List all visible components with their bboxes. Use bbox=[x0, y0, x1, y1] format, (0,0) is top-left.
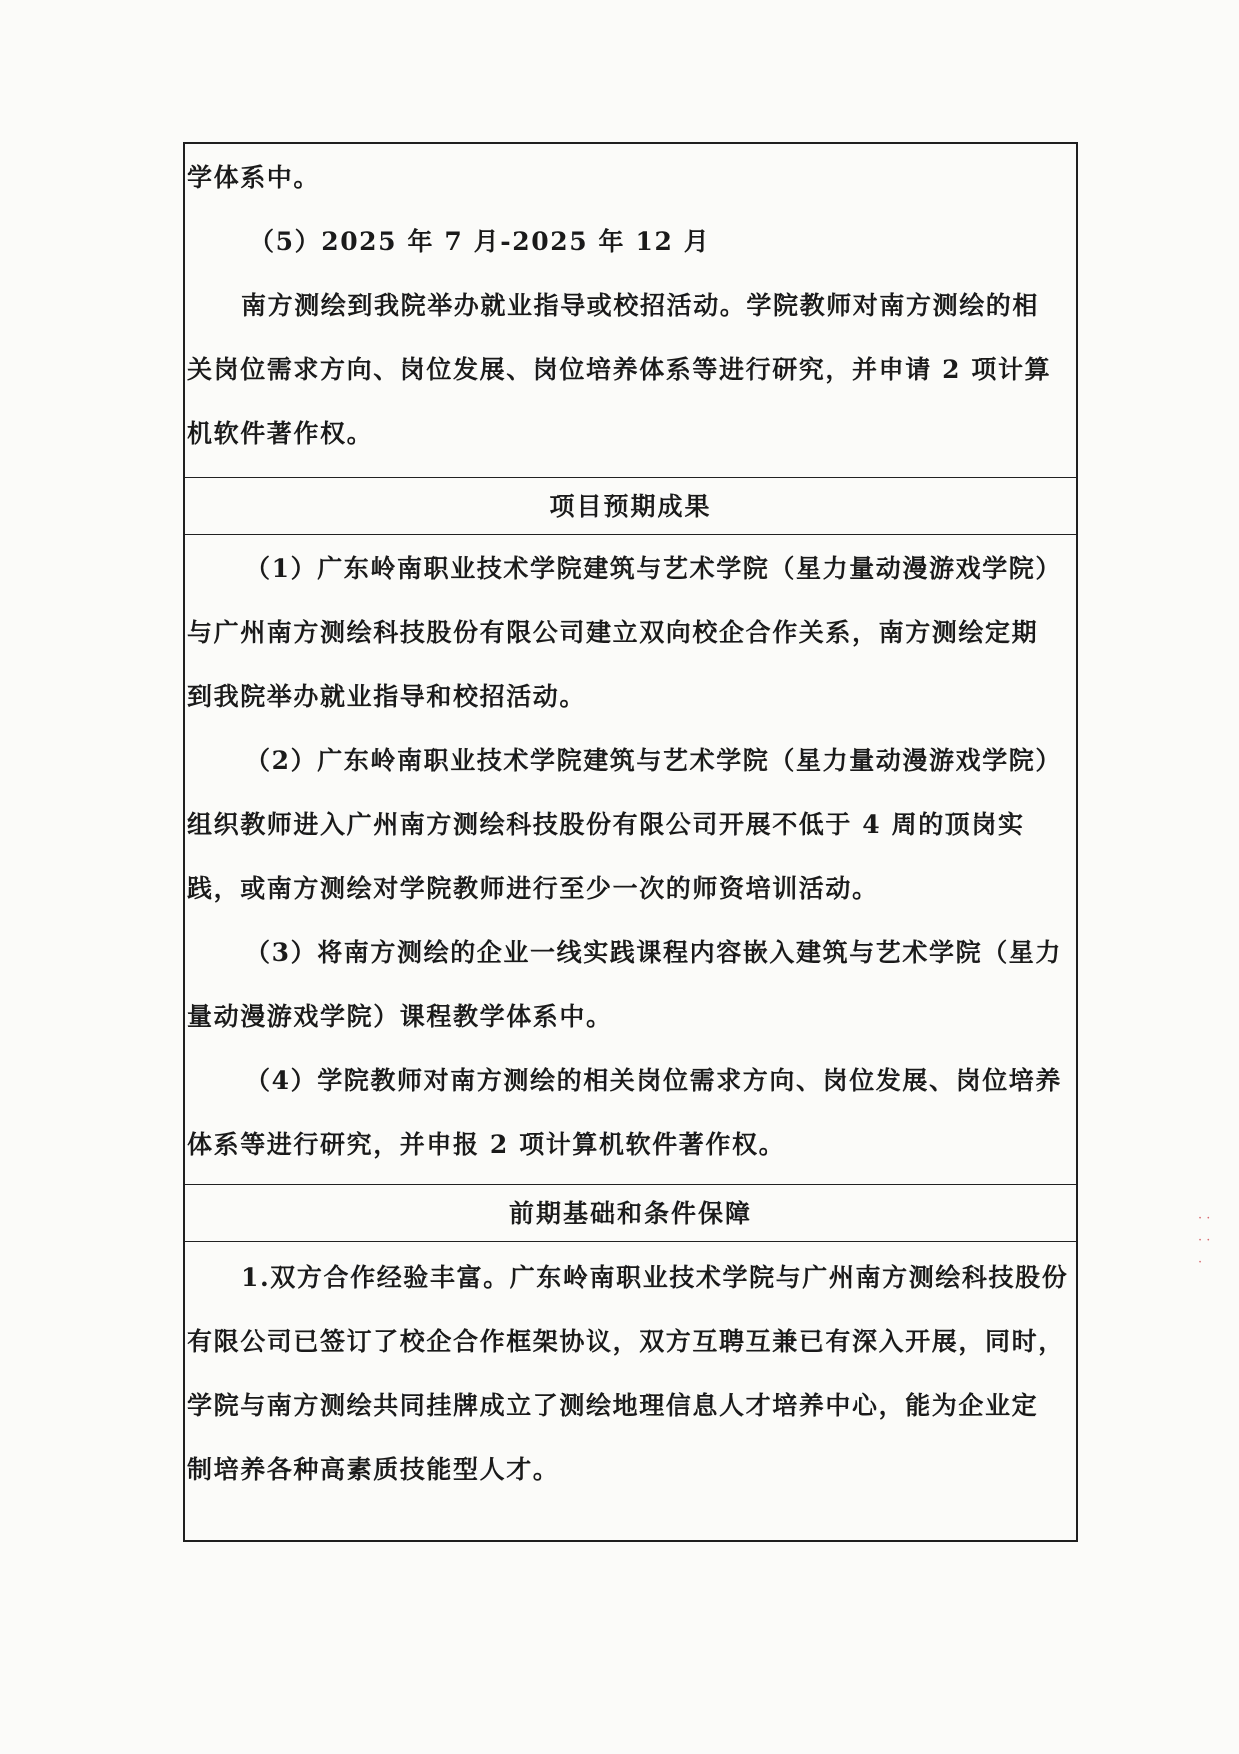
foundation-section bbox=[185, 1242, 1076, 1540]
plan-continuation-body bbox=[185, 144, 1076, 474]
text-line: （2）广东岭南职业技术学院建筑与艺术学院（星力量动漫游戏学院） bbox=[245, 746, 1062, 775]
text-line: 南方测绘到我院举办就业指导或校招活动。学院教师对南方测绘的相 bbox=[241, 291, 1040, 320]
text-line: 体系等进行研究，并申报 2 项计算机软件著作权。 bbox=[187, 1130, 786, 1159]
text-line: 1.双方合作经验丰富。广东岭南职业技术学院与广州南方测绘科技股份 bbox=[241, 1263, 1069, 1292]
text-line: 与广州南方测绘科技股份有限公司建立双向校企合作关系，南方测绘定期 bbox=[187, 618, 1039, 647]
phase-heading: （5）2025 年 7 月-2025 年 12 月 bbox=[249, 227, 711, 256]
text-line: 机软件著作权。 bbox=[187, 419, 374, 448]
plan-continuation-section bbox=[185, 144, 1076, 478]
text-line: 有限公司已签订了校企合作框架协议，双方互聘互兼已有深入开展，同时， bbox=[187, 1327, 1065, 1356]
text-line: （4）学院教师对南方测绘的相关岗位需求方向、岗位发展、岗位培养 bbox=[245, 1066, 1062, 1095]
text-line: 组织教师进入广州南方测绘科技股份有限公司开展不低于 4 周的顶岗实 bbox=[187, 810, 1025, 839]
text-line: 学体系中。 bbox=[187, 163, 321, 192]
text-line: （1）广东岭南职业技术学院建筑与艺术学院（星力量动漫游戏学院） bbox=[245, 554, 1062, 583]
text-line: （3）将南方测绘的企业一线实践课程内容嵌入建筑与艺术学院（星力 bbox=[245, 938, 1062, 967]
text-line: 践，或南方测绘对学院教师进行至少一次的师资培训活动。 bbox=[187, 874, 879, 903]
text-line: 关岗位需求方向、岗位发展、岗位培养体系等进行研究，并申请 2 项计算 bbox=[187, 355, 1052, 384]
expected-results-header: 项目预期成果 bbox=[185, 478, 1076, 535]
text-line: 到我院举办就业指导和校招活动。 bbox=[187, 682, 587, 711]
foundation-header: 前期基础和条件保障 bbox=[185, 1185, 1076, 1242]
expected-results-body bbox=[185, 535, 1076, 1185]
expected-results-section bbox=[185, 535, 1076, 1185]
text-line: 量动漫游戏学院）课程教学体系中。 bbox=[187, 1002, 613, 1031]
text-line: 制培养各种高素质技能型人才。 bbox=[187, 1455, 560, 1484]
text-line: 学院与南方测绘共同挂牌成立了测绘地理信息人才培养中心，能为企业定 bbox=[187, 1391, 1039, 1420]
red-margin-mark: · · · · · bbox=[1198, 1211, 1211, 1270]
foundation-body bbox=[185, 1242, 1076, 1510]
document-table bbox=[183, 142, 1078, 1542]
